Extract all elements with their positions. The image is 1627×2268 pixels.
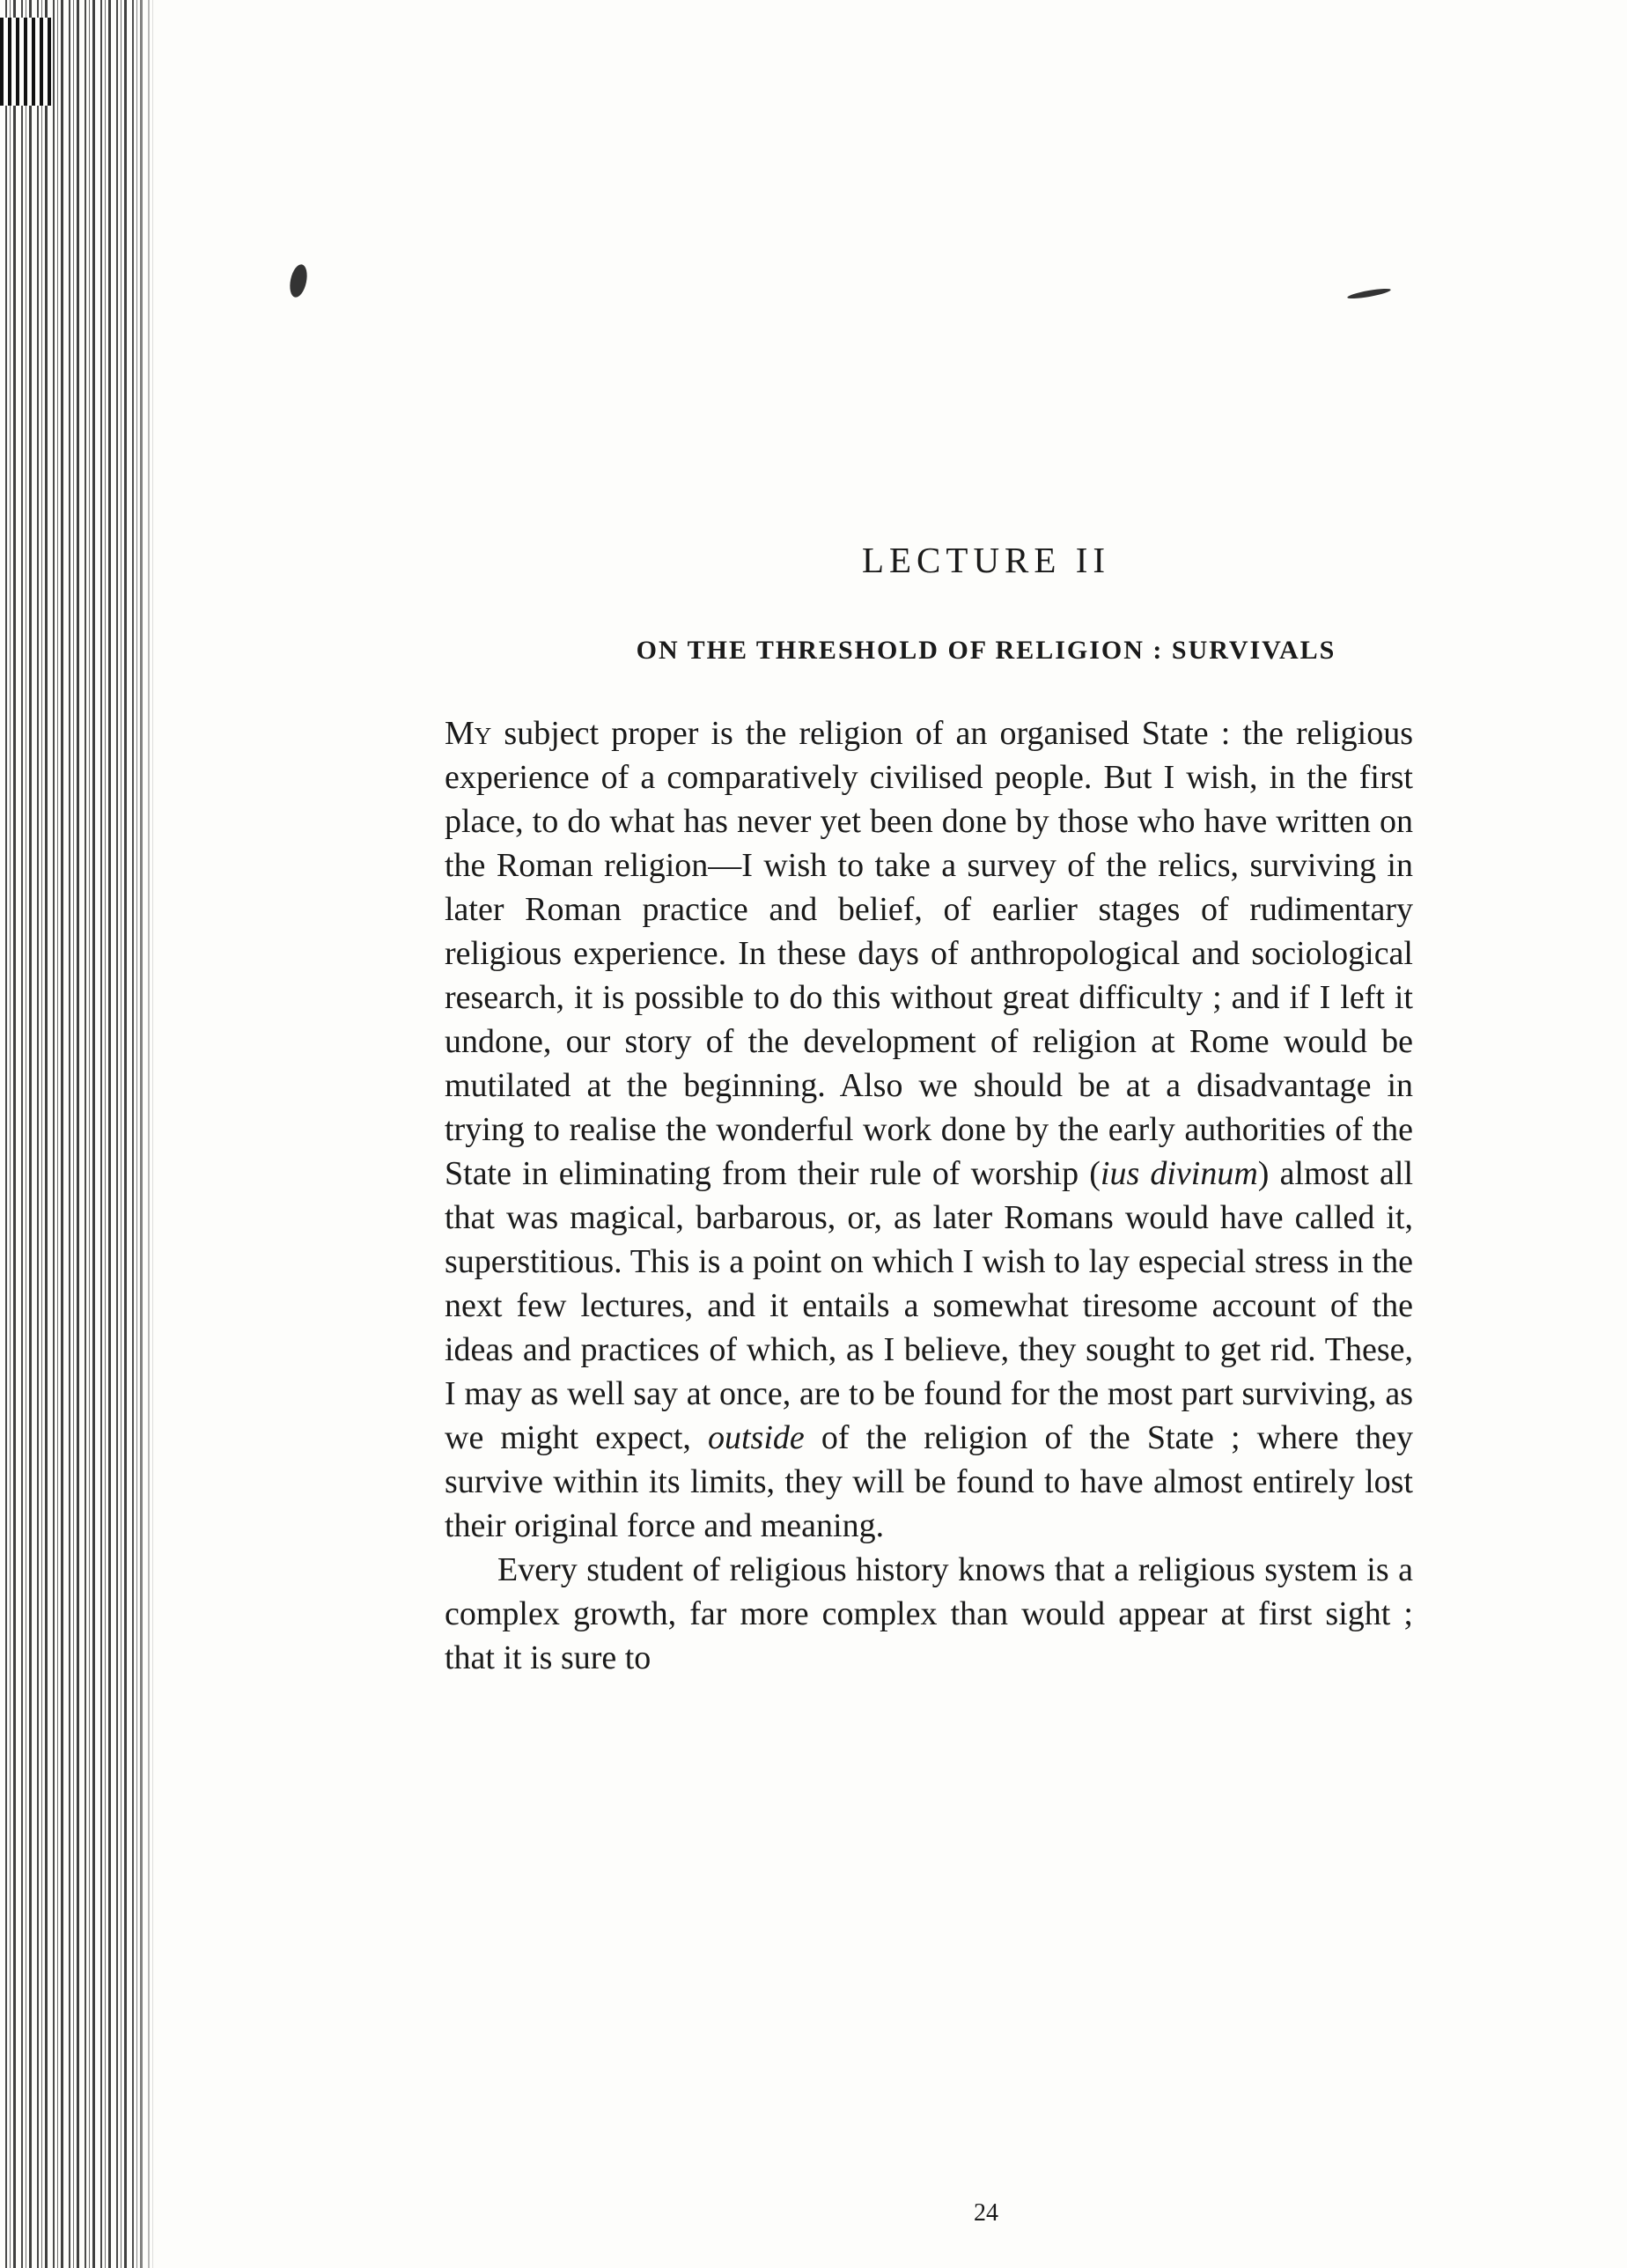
italic-term: outside [708,1419,805,1456]
lecture-title: LECTURE II [861,540,1111,580]
scan-corner-mark [0,18,53,106]
italic-term: ius divinum [1100,1155,1258,1192]
book-binding-shadow [0,0,154,2268]
paragraph [445,711,1413,1548]
body-text [445,711,1413,1680]
opening-word: My [445,715,492,752]
text-segment: Every student of religious history knows that a religious system is a complex growth, far more complex than would appear at first sight ; that it is sure to [445,1551,1413,1676]
book-page [445,0,1413,2268]
text-segment: of the religion of the State ; where they survive within its limits, they will be found to have almost entirely lost their original force and meaning. [445,1419,1413,1544]
text-segment: ) almost all that was magical, barbarous, or, as later Romans would have called it, superstitious. This is a point on which I wish to lay especial stress in the next few lectures, and it entails a somewhat tiresome account of the ideas and practices of which, as I believe, they sought to get rid. These, I may as well say at once, are to be found for the most part surviving, as we might expect, [445,1155,1413,1456]
text-segment: subject proper is the religion of an organised State : the religious experience of a comparatively civilised people. But I wish, in the first place, to do what has never yet been done by those who have written on the Roman religion—I wish to take a survey of the relics, surviving in later Roman practice and belief, of earlier stages of rudimentary religious experience. In these days of anthropological and sociological research, it is possible to do this without great difficulty ; and if I left it undone, our story of the development of religion at Rome would be mutilated at the beginning. Also we should be at a disadvantage in trying to realise the wonderful work done by the early authorities of the State in eliminating from their rule of worship ( [445,715,1413,1192]
page-number: 24 [974,2199,998,2227]
paragraph [445,1548,1413,1680]
ink-speck [287,263,310,299]
binding-fade [132,0,158,2268]
lecture-subtitle: ON THE THRESHOLD OF RELIGION : SURVIVALS [636,636,1336,665]
